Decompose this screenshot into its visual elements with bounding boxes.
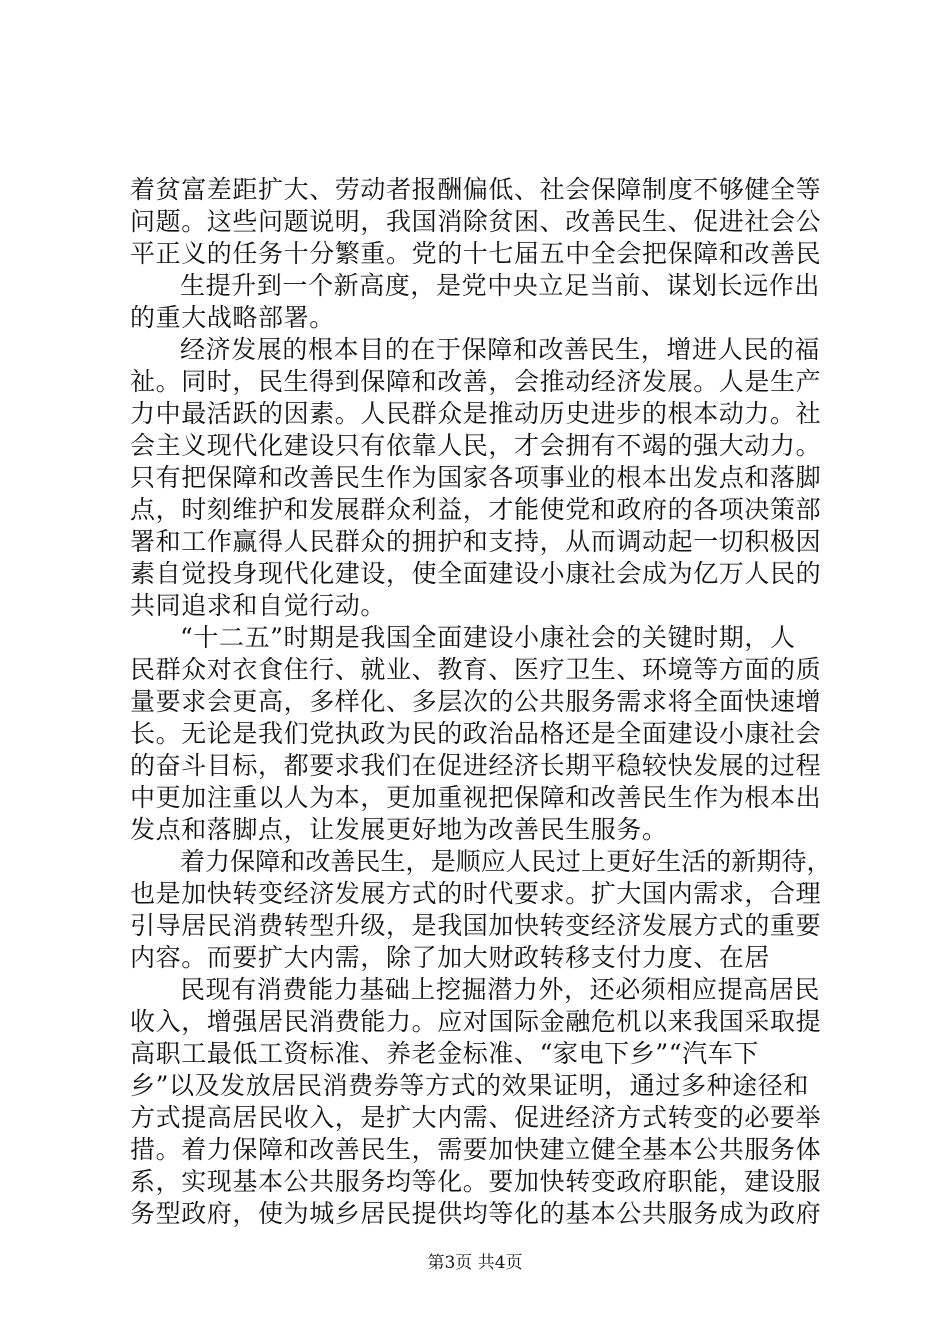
body-line: 民群众对衣食住行、就业、教育、医疗卫生、环境等方面的质	[130, 655, 822, 684]
body-line: 发点和落脚点，让发展更好地为改善民生服务。	[130, 815, 668, 844]
body-line: 的奋斗目标，都要求我们在促进经济长期平稳较快发展的过程	[130, 751, 822, 780]
body-line: 内容。而要扩大内需，除了加大财政转移支付力度、在居	[130, 943, 771, 972]
body-line: 平正义的任务十分繁重。党的十七届五中全会把保障和改善民	[130, 239, 822, 268]
body-line: 量要求会更高，多样化、多层次的公共服务需求将全面快速增	[130, 687, 822, 716]
body-line: 只有把保障和改善民生作为国家各项事业的根本出发点和落脚	[130, 463, 822, 492]
body-line: 民现有消费能力基础上挖掘潜力外，还必须相应提高居民	[180, 975, 821, 1004]
body-line: 高职工最低工资标准、养老金标准、“家电下乡”“汽车下	[130, 1039, 759, 1068]
body-line: 乡”以及发放居民消费券等方式的效果证明，通过多种途径和	[130, 1071, 809, 1100]
body-line: 着贫富差距扩大、劳动者报酬偏低、社会保障制度不够健全等	[130, 175, 822, 204]
body-line: 问题。这些问题说明，我国消除贫困、改善民生、促进社会公	[130, 207, 822, 236]
body-line: 着力保障和改善民生，是顺应人民过上更好生活的新期待，	[180, 847, 832, 876]
body-line: 的重大战略部署。	[130, 303, 335, 332]
body-line: 点，时刻维护和发展群众利益，才能使党和政府的各项决策部	[130, 495, 822, 524]
body-line: 引导居民消费转型升级，是我国加快转变经济发展方式的重要	[130, 911, 822, 940]
body-line: 中更加注重以人为本，更加重视把保障和改善民生作为根本出	[130, 783, 822, 812]
body-line: 系，实现基本公共服务均等化。要加快转变政府职能，建设服	[130, 1167, 822, 1196]
body-line: 务型政府，使为城乡居民提供均等化的基本公共服务成为政府	[130, 1199, 822, 1228]
body-line: 会主义现代化建设只有依靠人民，才会拥有不竭的强大动力。	[130, 431, 822, 460]
body-line: “十二五”时期是我国全面建设小康社会的关键时期，人	[180, 623, 796, 652]
page-number-footer: 第3页 共4页	[427, 1253, 523, 1273]
body-line: 力中最活跃的因素。人民群众是推动历史进步的根本动力。社	[130, 399, 822, 428]
body-line: 署和工作赢得人民群众的拥护和支持，从而调动起一切积极因	[130, 527, 822, 556]
body-line: 祉。同时，民生得到保障和改善，会推动经济发展。人是生产	[130, 367, 822, 396]
body-line: 经济发展的根本目的在于保障和改善民生，增进人民的福	[180, 335, 821, 364]
body-line: 生提升到一个新高度，是党中央立足当前、谋划长远作出	[180, 271, 821, 300]
body-line: 措。着力保障和改善民生，需要加快建立健全基本公共服务体	[130, 1135, 822, 1164]
body-line: 方式提高居民收入，是扩大内需、促进经济方式转变的必要举	[130, 1103, 822, 1132]
body-line: 共同追求和自觉行动。	[130, 591, 387, 620]
body-line: 收入，增强居民消费能力。应对国际金融危机以来我国采取提	[130, 1007, 822, 1036]
body-line: 素自觉投身现代化建设，使全面建设小康社会成为亿万人民的	[130, 559, 822, 588]
body-line: 长。无论是我们党执政为民的政治品格还是全面建设小康社会	[130, 719, 822, 748]
body-line: 也是加快转变经济发展方式的时代要求。扩大国内需求，合理	[130, 879, 822, 908]
